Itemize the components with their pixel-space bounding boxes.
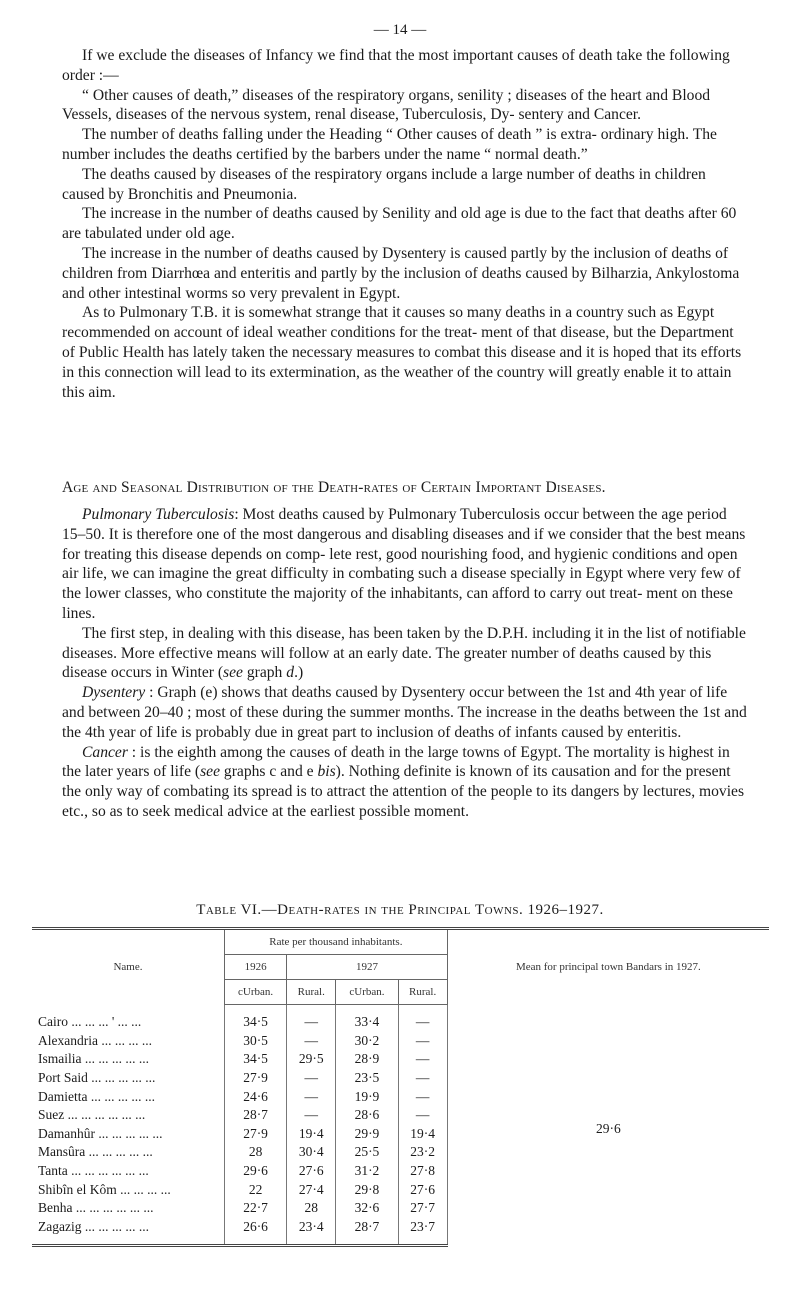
urban-1927-cell: 32·6 — [336, 1199, 398, 1218]
paragraph: The increase in the number of deaths caused by Senility and old age is due to the fact that deaths after 60 are tabulated under old age. — [62, 205, 737, 243]
urban-1927-cell: 23·5 — [336, 1069, 398, 1088]
rural-1927-cell: — — [398, 1032, 447, 1051]
see-word: see — [200, 763, 221, 781]
paragraph: The deaths caused by diseases of the respiratory organs include a large number of deaths in children caused by Bronchitis and Pneumonia. — [62, 165, 706, 203]
rural-1926-cell: — — [287, 1106, 336, 1125]
closing-paren: .) — [294, 664, 304, 682]
pulmonary-text-2: The first step, in dealing with this disease, has been taken by the D.P.H. including it in the list of notifiable diseases. More effective means will follow at an early date. The greater number of deaths caused by this disease occurs in Winter ( — [62, 624, 746, 682]
urban-1927-header: cUrban. — [336, 980, 398, 1005]
rural-1926-cell: 28 — [287, 1199, 336, 1218]
rural-1927-cell: — — [398, 1106, 447, 1125]
town-name: Benha ... ... ... ... ... ... — [38, 1200, 154, 1216]
town-name: Damietta ... ... ... ... ... — [38, 1088, 155, 1104]
intro-text — [62, 46, 748, 402]
urban-1926-cell: 28·7 — [225, 1106, 287, 1125]
pulmonary-paragraph — [62, 505, 748, 624]
rural-1927-cell: 27·6 — [398, 1180, 447, 1199]
town-name: Port Said ... ... ... ... ... — [38, 1070, 156, 1086]
rural-1926-cell: — — [287, 1032, 336, 1051]
rural-1927-cell: — — [398, 1005, 447, 1032]
urban-1927-cell: 33·4 — [336, 1005, 398, 1032]
urban-1927-cell: 29·8 — [336, 1180, 398, 1199]
paragraph: The number of deaths falling under the Heading “ Other causes of death ” is extra- ordinary high. The number includes the deaths certified by the barbers under the name “ normal death.” — [62, 126, 717, 163]
dysentery-label: Dysentery — [82, 684, 146, 702]
paragraph: As to Pulmonary T.B. it is somewhat strange that it causes so many deaths in a country such as Egypt recommended on account of ideal weather conditions for the treat- ment of that disease, but the Department of Public Health has lately taken the necessary measures to combat this disease and it is hoped that its efforts in this connection will lead to its extermination, as the weather of the country will greatly enable it to attain this aim. — [62, 304, 742, 401]
town-name: Tanta ... ... ... ... ... ... — [38, 1163, 149, 1179]
rural-1927-cell: — — [398, 1050, 447, 1069]
rural-1926-cell: — — [287, 1005, 336, 1032]
urban-1926-cell: 27·9 — [225, 1125, 287, 1144]
rural-1926-header: Rural. — [287, 980, 336, 1005]
rural-1927-cell: 23·2 — [398, 1143, 447, 1162]
urban-1927-cell: 19·9 — [336, 1087, 398, 1106]
pulmonary-label: Pulmonary Tuberculosis — [82, 506, 235, 523]
mean-value-cell: 29·6 — [447, 1005, 769, 1246]
table-row — [32, 1005, 769, 1032]
town-name: Shibîn el Kôm ... ... ... ... — [38, 1181, 171, 1197]
rural-1926-cell: 23·4 — [287, 1218, 336, 1246]
rural-1927-cell: 19·4 — [398, 1125, 447, 1144]
urban-1926-cell: 24·6 — [225, 1087, 287, 1106]
pulmonary-paragraph-2 — [62, 624, 748, 683]
see-word: see — [223, 664, 243, 682]
year-1926-header: 1926 — [225, 955, 287, 980]
urban-1926-cell: 26·6 — [225, 1218, 287, 1246]
table-caption: Table VI.—Death-rates in the Principal Towns. 1926–1927. — [196, 902, 604, 918]
urban-1926-cell: 34·5 — [225, 1050, 287, 1069]
town-name: Cairo ... ... ... ' ... ... — [38, 1014, 142, 1030]
urban-1926-cell: 30·5 — [225, 1032, 287, 1051]
cancer-label: Cancer — [82, 743, 128, 761]
urban-1927-cell: 28·9 — [336, 1050, 398, 1069]
town-name: Suez ... ... ... ... ... ... — [38, 1107, 146, 1123]
paragraph: The increase in the number of deaths caused by Dysentery is caused partly by the inclusion of deaths of children from Diarrhœa and enteritis and partly by the inclusion of deaths caused by Bilharzia, Ankylostoma and other intestinal worms so very prevalent in Egypt. — [62, 244, 740, 302]
paragraph: If we exclude the diseases of Infancy we find that the most important causes of death take the following order :— — [62, 47, 730, 84]
rural-1927-cell: — — [398, 1069, 447, 1088]
urban-1927-cell: 29·9 — [336, 1125, 398, 1144]
urban-1927-cell: 28·7 — [336, 1218, 398, 1246]
rural-1927-cell: 27·7 — [398, 1199, 447, 1218]
town-name: Ismailia ... ... ... ... ... — [38, 1051, 149, 1067]
urban-1926-cell: 27·9 — [225, 1069, 287, 1088]
year-1927-header: 1927 — [287, 955, 448, 980]
cancer-text-b: graphs c and e — [220, 763, 318, 781]
paragraph: “ Other causes of death,” diseases of the respiratory organs, senility ; diseases of the heart and Blood Vessels, diseases of the nervous system, renal disease, Tuberculosis, Dy- sentery and Cancer. — [62, 86, 711, 124]
death-rates-table — [32, 927, 769, 1247]
rural-1927-cell: — — [398, 1087, 447, 1106]
cancer-text-a: : is the eighth among the causes of death in the large towns of Egypt. The mortality is highest in the later years of life ( — [62, 743, 730, 781]
page-number: — 14 — — [373, 22, 427, 38]
urban-1926-cell: 22·7 — [225, 1199, 287, 1218]
urban-1926-cell: 22 — [225, 1180, 287, 1199]
urban-1926-cell: 29·6 — [225, 1162, 287, 1181]
dysentery-paragraph — [62, 683, 748, 742]
rural-1926-cell: — — [287, 1069, 336, 1088]
urban-1927-cell: 28·6 — [336, 1106, 398, 1125]
urban-1926-cell: 34·5 — [225, 1005, 287, 1032]
rural-1926-cell: 27·4 — [287, 1180, 336, 1199]
rural-1926-cell: 30·4 — [287, 1143, 336, 1162]
urban-1927-cell: 31·2 — [336, 1162, 398, 1181]
section-heading: Age and Seasonal Distribution of the Death-rates of Certain Important Diseases. — [62, 479, 606, 496]
mean-header: Mean for principal town Bandars in 1927. — [447, 929, 769, 1005]
rural-1926-cell: 27·6 — [287, 1162, 336, 1181]
rural-1926-cell: 29·5 — [287, 1050, 336, 1069]
rural-1927-cell: 23·7 — [398, 1218, 447, 1246]
town-name: Mansûra ... ... ... ... ... — [38, 1144, 153, 1160]
town-name: Zagazig ... ... ... ... ... — [32, 1218, 225, 1246]
urban-1927-cell: 25·5 — [336, 1143, 398, 1162]
bis-word: bis — [317, 763, 336, 781]
dysentery-text: : Graph (e) shows that deaths caused by Dysentery occur between the 1st and 4th year of life and between 20–40 ; most of these during the summer months. The increase in the deaths between the 1st and the 4th year of life is probably due in great part to inclusion of deaths of infants caused by enteritis. — [62, 684, 747, 741]
town-name: Alexandria ... ... ... ... — [38, 1032, 152, 1048]
urban-1926-cell: 28 — [225, 1143, 287, 1162]
cancer-text-c: ). Nothing definite is known of its causation and for the present the only way of combating its spread is to attract the attention of the people to its dangers by lectures, movies etc., so as to seek medical advice at the earliest possible moment. — [62, 763, 745, 820]
urban-1926-header: cUrban. — [225, 980, 287, 1005]
rural-1926-cell: — — [287, 1087, 336, 1106]
rural-1926-cell: 19·4 — [287, 1125, 336, 1144]
name-header: Name. — [32, 929, 225, 1005]
graph-word: graph — [242, 664, 287, 682]
rate-header: Rate per thousand inhabitants. — [225, 929, 448, 955]
cancer-paragraph — [62, 743, 748, 822]
town-name: Damanhûr ... ... ... ... ... — [38, 1125, 163, 1141]
rural-1927-cell: 27·8 — [398, 1162, 447, 1181]
urban-1927-cell: 30·2 — [336, 1032, 398, 1051]
pulmonary-text: : Most deaths caused by Pulmonary Tuberculosis occur between the age period 15–50. It is therefore one of the most dangerous and disabling diseases and if we consider that the best means for treating this disease depends on comp- lete rest, good nourishing food, and hygienic conditions and open air life, we can imagine the great difficulty in combating such a disease specially in Egypt where very few of the lower classes, who constitute the majority of the inhabitants, can afford to carry out treat- ment on these lines. — [62, 506, 746, 622]
table-body — [32, 1005, 769, 1246]
rural-1927-header: Rural. — [398, 980, 447, 1005]
graph-letter: d — [286, 664, 295, 682]
disease-text — [62, 505, 748, 822]
